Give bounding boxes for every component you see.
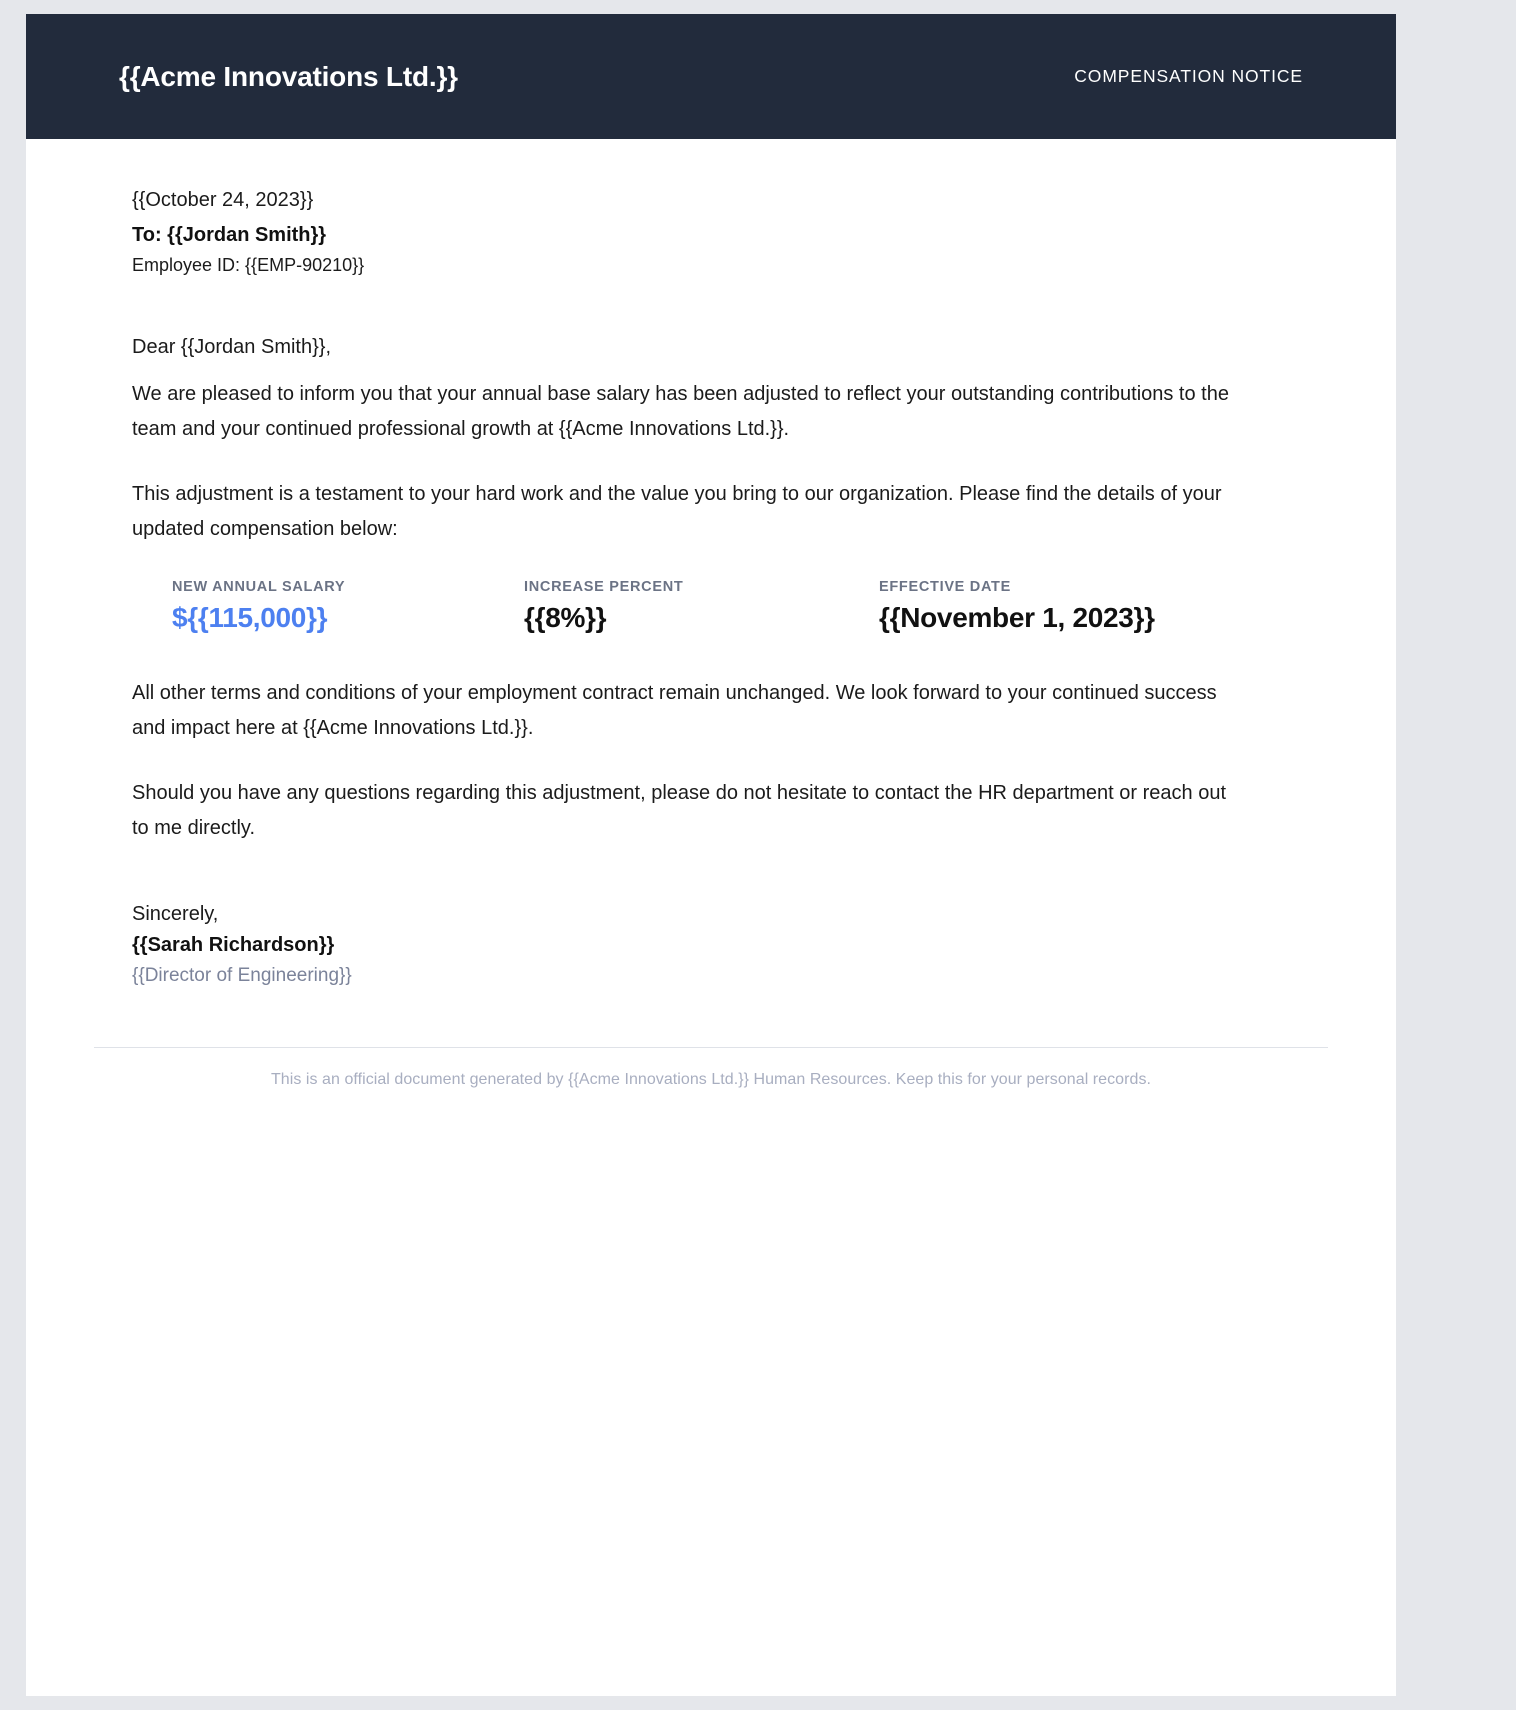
body-paragraph-2: This adjustment is a testament to your hard work and the value you bring to our organization. Please find the details of your updated compensation below:: [132, 483, 1222, 540]
document-body: [26, 139, 1396, 991]
body-paragraph-3: All other terms and conditions of your employment contract remain unchanged. We look forward to your continued success and impact here at {{Acme Innovations Ltd.}}.: [132, 682, 1217, 739]
metric-label-effective-date: EFFECTIVE DATE: [879, 579, 1011, 595]
signature-closing: Sincerely,: [132, 903, 219, 925]
metric-label-new-annual-salary: NEW ANNUAL SALARY: [172, 579, 346, 595]
salutation: Dear {{Jordan Smith}},: [132, 336, 332, 358]
recipient-line: To: {{Jordan Smith}}: [132, 224, 327, 246]
employee-id-line: Employee ID: {{EMP-90210}}: [132, 255, 365, 275]
compensation-metrics: [132, 579, 1303, 634]
document-type-label: COMPENSATION NOTICE: [1074, 66, 1303, 86]
metric-label-increase-percent: INCREASE PERCENT: [524, 579, 684, 595]
metric-increase-percent: [524, 579, 879, 634]
signature-name: {{Sarah Richardson}}: [132, 934, 335, 956]
metric-value-increase-percent: {{8%}}: [524, 602, 607, 633]
body-paragraph-4: Should you have any questions regarding this adjustment, please do not hesitate to contact the HR department or reach out to me directly.: [132, 782, 1227, 839]
body-paragraph-1: We are pleased to inform you that your annual base salary has been adjusted to reflect your outstanding contributions to the team and your continued professional growth at {{Acme Innovations Ltd.}}.: [132, 383, 1229, 440]
letter-meta-block: [132, 185, 1303, 279]
company-name: {{Acme Innovations Ltd.}}: [119, 60, 458, 92]
signature-title: {{Director of Engineering}}: [132, 965, 352, 986]
metric-new-annual-salary: [172, 579, 524, 634]
document-card: [26, 14, 1396, 1696]
metric-value-new-annual-salary: ${{115,000}}: [172, 602, 328, 633]
letter-date: {{October 24, 2023}}: [132, 189, 314, 211]
signature-block: [132, 900, 1303, 991]
footer-note: This is an official document generated by {{Acme Innovations Ltd.}} Human Resources. Keep this for your personal records.: [270, 1070, 1152, 1088]
document-footer: [94, 1047, 1328, 1089]
document-header: [26, 14, 1396, 139]
metric-value-effective-date: {{November 1, 2023}}: [879, 602, 1155, 633]
metric-effective-date: [879, 579, 1239, 634]
